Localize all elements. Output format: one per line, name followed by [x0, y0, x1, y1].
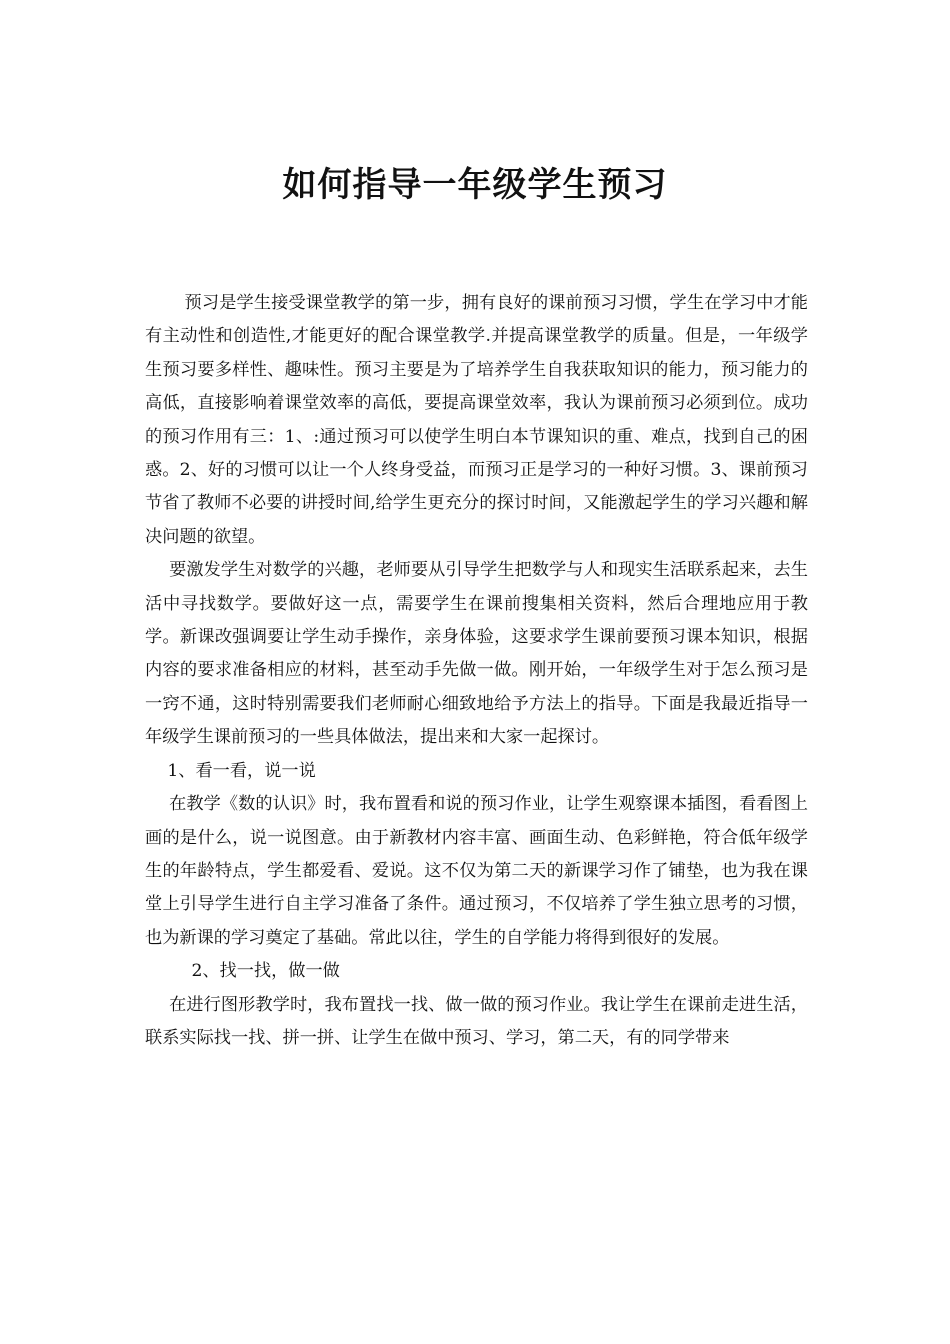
document-body — [145, 287, 808, 1055]
paragraph-find-and-do: 在进行图形教学时，我布置找一找、做一做的预习作业。我让学生在课前走进生活，联系实际找一找、拼一拼、让学生在做中预习、学习，第二天，有的同学带来 — [145, 994, 808, 1048]
section-heading-find-and-do: 2、找一找，做一做 — [191, 961, 340, 982]
paragraph-look-and-say: 在教学《数的认识》时，我布置看和说的预习作业，让学生观察课本插图，看看图上画的是什么，说一说图意。由于新教材内容丰富、画面生动、色彩鲜艳，符合低年级学生的年龄特点，学生都爱看、爱说。这不仅为第二天的新课学习作了铺垫，也为我在课堂上引导学生进行自主学习准备了条件。通过预习，不仅培养了学生独立思考的习惯，也为新课的学习奠定了基础。常此以往，学生的自学能力将得到很好的发展。 — [145, 794, 808, 948]
document-title: 如何指导一年级学生预习 — [282, 165, 668, 205]
paragraph-intro: 预习是学生接受课堂教学的第一步，拥有良好的课前预习习惯，学生在学习中才能有主动性和创造性,才能更好的配合课堂教学.并提高课堂教学的质量。但是，一年级学生预习要多样性、趣味性。预习主要是为了培养学生自我获取知识的能力，预习能力的高低，直接影响着课堂效率的高低，要提高课堂效率，我认为课前预习必须到位。成功的预习作用有三：1、:通过预习可以使学生明白本节课知识的重、难点，找到自己的困惑。2、好的习惯可以让一个人终身受益，而预习正是学习的一种好习惯。3、课前预习节省了教师不必要的讲授时间,给学生更充分的探讨时间，又能激起学生的学习兴趣和解决问题的欲望。 — [145, 293, 808, 547]
section-heading-look-and-say: 1、看一看，说一说 — [167, 760, 316, 781]
paragraph-interest: 要激发学生对数学的兴趣，老师要从引导学生把数学与人和现实生活联系起来，去生活中寻找数学。要做好这一点，需要学生在课前搜集相关资料，然后合理地应用于教学。新课改强调要让学生动手操作，亲身体验，这要求学生课前要预习课本知识，根据内容的要求准备相应的材料，甚至动手先做一做。刚开始，一年级学生对于怎么预习是一窍不通，这时特别需要我们老师耐心细致地给予方法上的指导。下面是我最近指导一年级学生课前预习的一些具体做法，提出来和大家一起探讨。 — [145, 560, 808, 748]
